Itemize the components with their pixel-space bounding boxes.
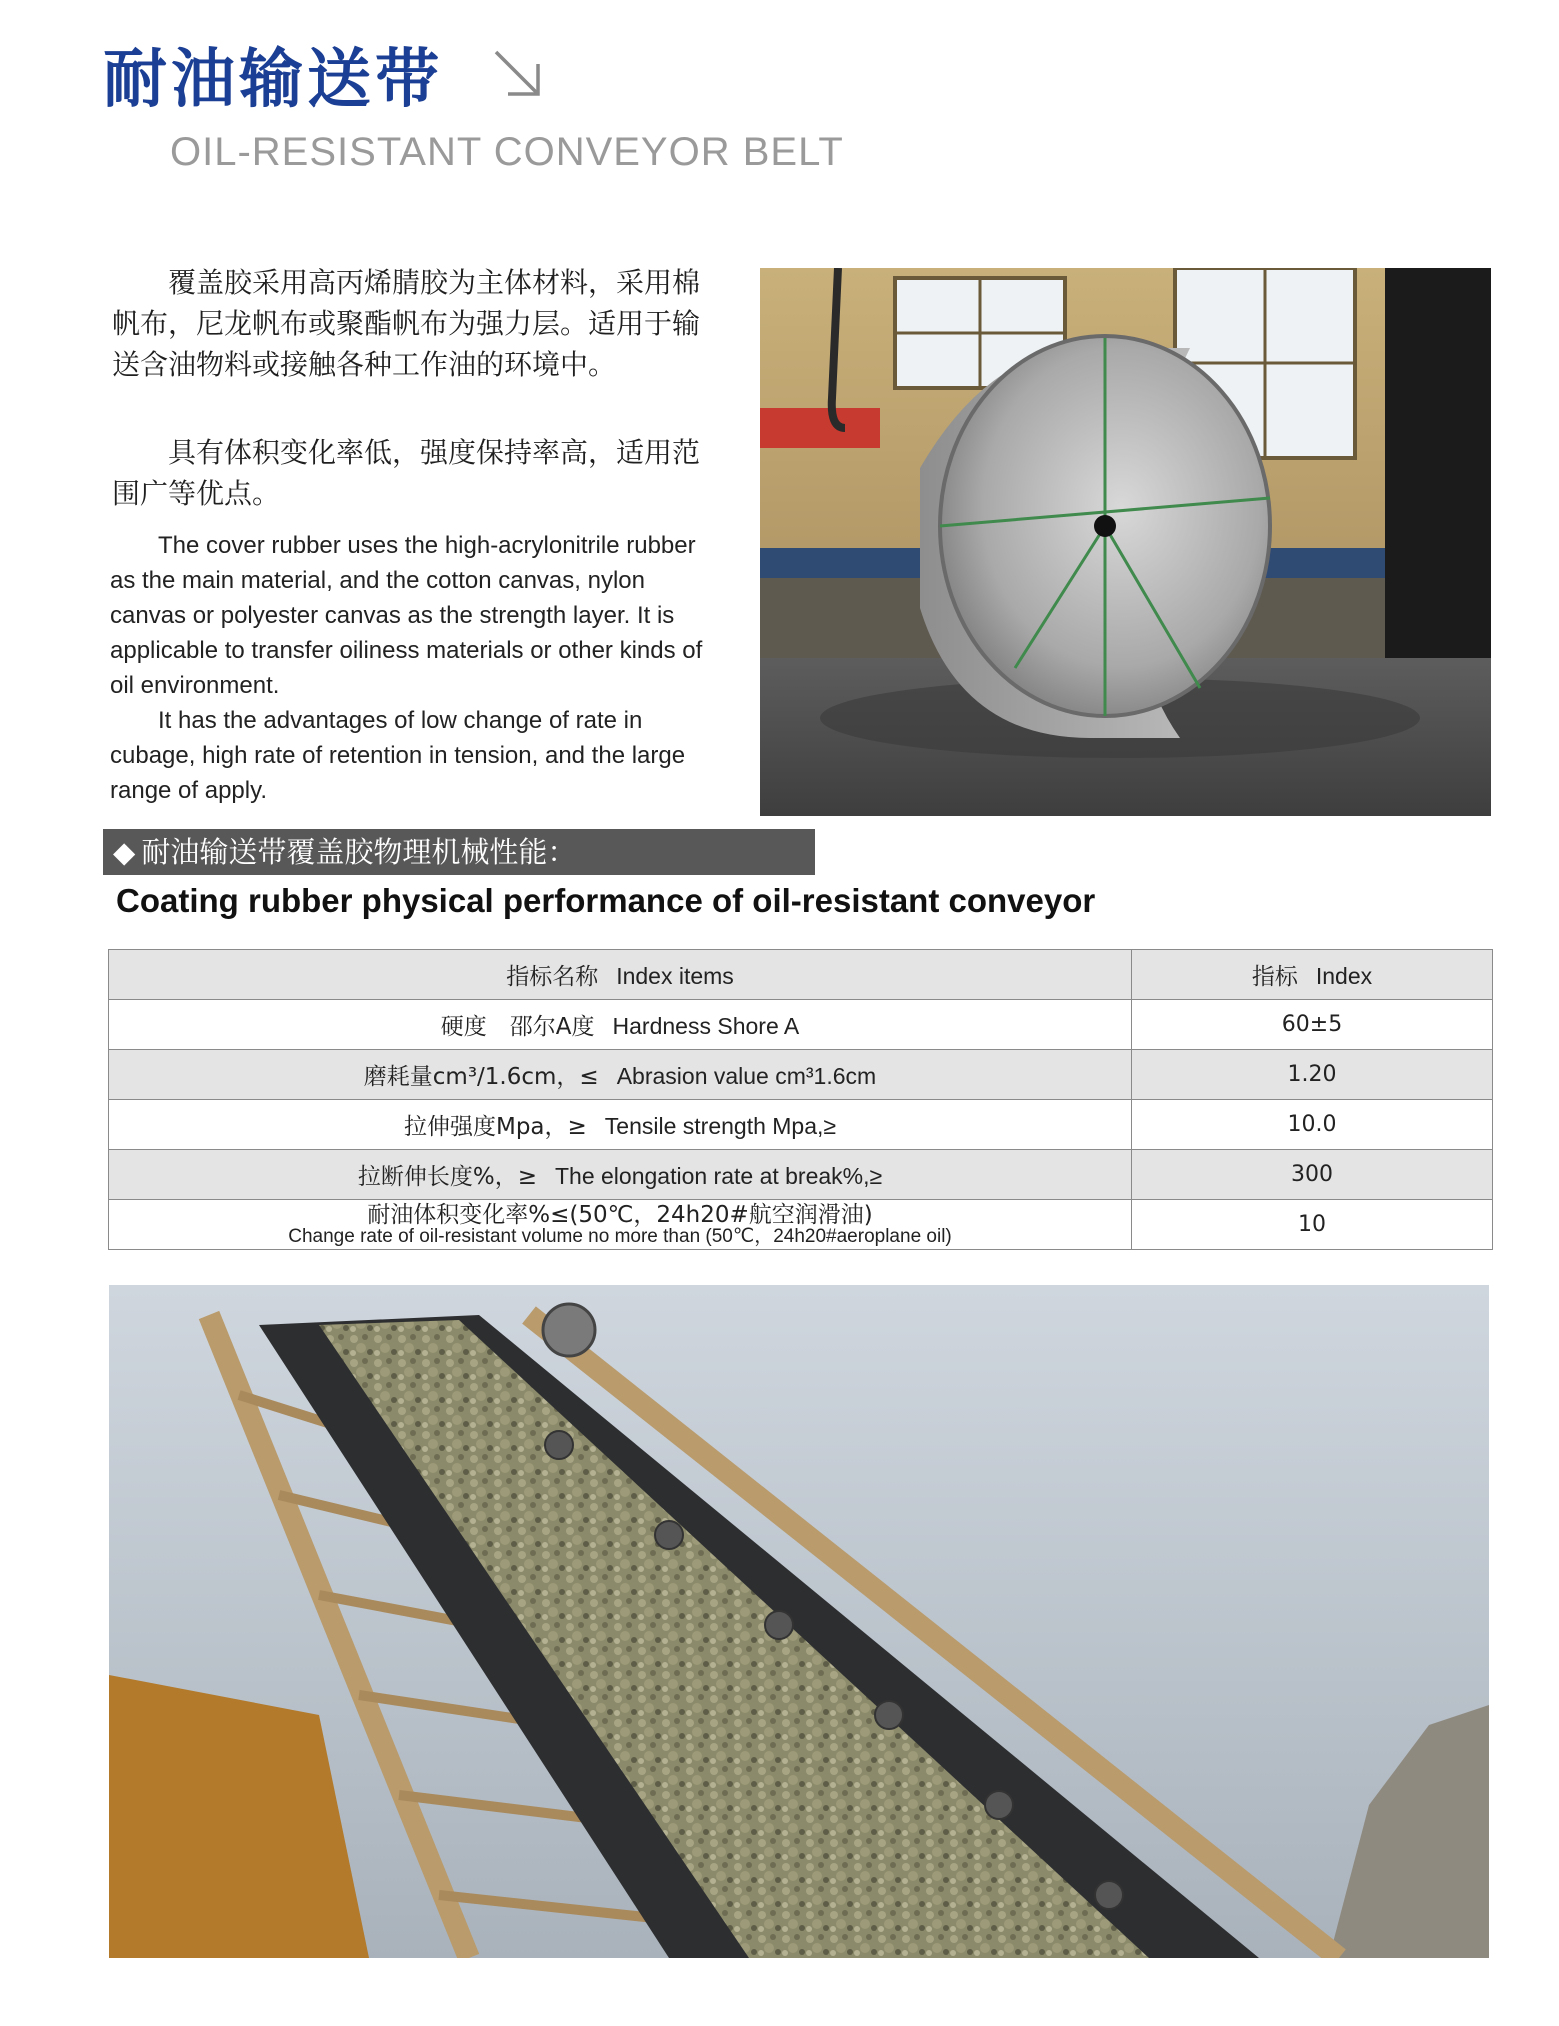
section-title-cn: 耐油输送带覆盖胶物理机械性能： bbox=[141, 835, 577, 869]
header-index: 指标 Index bbox=[1132, 950, 1493, 1000]
header-index-items: 指标名称 Index items bbox=[109, 950, 1132, 1000]
table-row bbox=[109, 1100, 1493, 1150]
intro-en-paragraph-1: The cover rubber uses the high-acrylonitrile rubber as the main material, and the cotton canvas, nylon canvas or polyester canvas as the strength layer. It is applicable to transfer oiliness materials or other kinds of oil environment. bbox=[110, 532, 703, 699]
arrow-down-right-icon bbox=[492, 48, 544, 100]
intro-en-paragraph-2: It has the advantages of low change of rate in cubage, high rate of retention in tension, and the large range of apply. bbox=[110, 707, 686, 804]
page-subtitle: OIL-RESISTANT CONVEYOR BELT bbox=[170, 130, 844, 174]
conveyor-in-use-photo bbox=[109, 1285, 1489, 1958]
intro-cn-paragraph-1: 覆盖胶采用高丙烯腈胶为主体材料，采用棉帆布，尼龙帆布或聚酯帆布为强力层。适用于输送含油物料或接触各种工作油的环境中。 bbox=[112, 266, 701, 381]
row-hardness-label: 硬度 邵尔A度 Hardness Shore A bbox=[109, 1000, 1132, 1050]
intro-cn-paragraph-2: 具有体积变化率低，强度保持率高，适用范围广等优点。 bbox=[112, 436, 701, 510]
table-row bbox=[109, 1150, 1493, 1200]
performance-table bbox=[108, 949, 1493, 1250]
row-tensile-label: 拉伸强度Mpa，≥ Tensile strength Mpa,≥ bbox=[109, 1100, 1132, 1150]
diamond-bullet-icon: ◆ bbox=[113, 835, 136, 869]
row-tensile-value: 10.0 bbox=[1132, 1100, 1493, 1150]
row-hardness-value: 60±5 bbox=[1132, 1000, 1493, 1050]
page-title: 耐油输送带 bbox=[103, 43, 443, 117]
table-row bbox=[109, 1000, 1493, 1050]
row-oil-volume-value: 10 bbox=[1132, 1200, 1493, 1250]
row-abrasion-value: 1.20 bbox=[1132, 1050, 1493, 1100]
row-abrasion-label: 磨耗量cm³/1.6cm，≤ Abrasion value cm³1.6cm bbox=[109, 1050, 1132, 1100]
table-header-row bbox=[109, 950, 1493, 1000]
section-title-en: Coating rubber physical performance of oil-resistant conveyor bbox=[116, 882, 1096, 919]
section-header-bar bbox=[103, 829, 815, 875]
table-row bbox=[109, 1200, 1493, 1250]
row-elongation-label: 拉断伸长度%，≥ The elongation rate at break%,≥ bbox=[109, 1150, 1132, 1200]
row-oil-volume-label: 耐油体积变化率%≤(50℃，24h20#航空润滑油) Change rate of oil-resistant volume no more than (50℃，24h20#aeroplane oil) bbox=[109, 1200, 1132, 1250]
table-row bbox=[109, 1050, 1493, 1100]
belt-roll-photo bbox=[760, 268, 1491, 816]
row-elongation-value: 300 bbox=[1132, 1150, 1493, 1200]
